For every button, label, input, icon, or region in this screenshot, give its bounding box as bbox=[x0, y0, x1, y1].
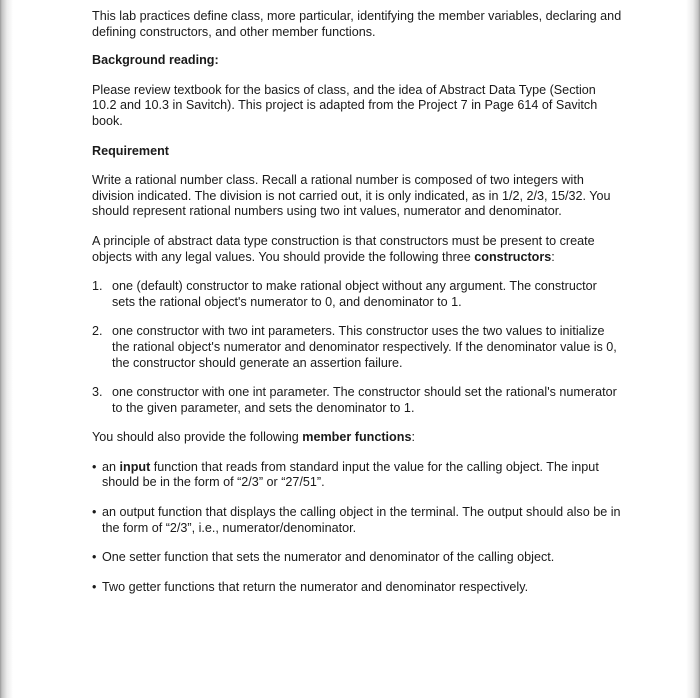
member-functions-paragraph bbox=[92, 430, 622, 446]
list-item-text: one constructor with two int parameters. This constructor uses the two values to initialize the rational object's numerator and denominator respectively. If the denominator value is 0, the constructor should generate an assertion failure. bbox=[112, 324, 617, 370]
constructors-suffix: : bbox=[551, 249, 555, 264]
intro-paragraph: This lab practices define class, more particular, identifying the member variables, declaring and defining constructors, and other member functions. bbox=[92, 9, 622, 39]
bullet-icon: • bbox=[92, 579, 97, 594]
list-item-text: Two getter functions that return the numerator and denominator respectively. bbox=[102, 579, 529, 594]
constructors-bold-term: constructors bbox=[474, 249, 552, 264]
bullet-icon: • bbox=[92, 505, 97, 520]
member-functions-intro-text: You should also provide the following bbox=[92, 430, 299, 445]
list-item-text: one constructor with one int parameter. The constructor should set the rational's numerator to the given parameter, and sets the denominator to 1. bbox=[112, 385, 617, 415]
requirement-paragraph: Write a rational number class. Recall a rational number is composed of two integers with division indicated. The division is not carried out, it is only indicated, as in 1/2, 2/3, 15/32. You should represent rational numbers using two int values, numerator and denominator. bbox=[92, 173, 611, 219]
page-edge-right bbox=[686, 0, 700, 698]
list-item bbox=[92, 460, 622, 491]
list-item bbox=[92, 385, 622, 416]
list-item bbox=[92, 505, 622, 536]
list-item-bold-term: input bbox=[119, 459, 151, 474]
member-functions-bold-term: member functions bbox=[302, 430, 412, 445]
requirement-heading: Requirement bbox=[92, 143, 169, 158]
list-item-text: an output function that displays the calling object in the terminal. The output should also be in the form of “2/3”, i.e., numerator/denominator. bbox=[102, 505, 621, 535]
page-edge-left bbox=[0, 0, 13, 698]
list-item bbox=[92, 580, 622, 596]
list-item-number: 1. bbox=[92, 279, 103, 294]
list-item-text: One setter function that sets the numerator and denominator of the calling object. bbox=[102, 550, 555, 565]
background-heading: Background reading: bbox=[92, 53, 219, 68]
background-paragraph: Please review textbook for the basics of class, and the idea of Abstract Data Type (Section 10.2 and 10.3 in Savitch). This project is adapted from the Project 7 in Page 614 of Savitch book. bbox=[92, 82, 598, 128]
bullet-icon: • bbox=[92, 459, 97, 474]
constructors-list bbox=[92, 279, 622, 416]
list-item-text: one (default) constructor to make rational object without any argument. The constructor sets the rational object's numerator to 0, and denominator to 1. bbox=[112, 279, 597, 309]
member-functions-list bbox=[92, 460, 622, 596]
constructors-paragraph bbox=[92, 234, 622, 265]
bullet-icon: • bbox=[92, 550, 97, 565]
list-item-number: 2. bbox=[92, 324, 103, 339]
list-item-prefix: an bbox=[102, 459, 117, 474]
member-functions-suffix: : bbox=[411, 430, 415, 445]
list-item bbox=[92, 324, 622, 371]
list-item-text: function that reads from standard input the value for the calling object. The input should be in the form of “2/3” or “27/51”. bbox=[102, 459, 599, 490]
constructors-intro-text: A principle of abstract data type construction is that constructors must be present to create objects with any legal values. You should provide the following three bbox=[92, 233, 595, 264]
list-item bbox=[92, 279, 622, 310]
document-page bbox=[92, 9, 622, 609]
list-item-number: 3. bbox=[92, 385, 103, 400]
list-item bbox=[92, 550, 622, 566]
